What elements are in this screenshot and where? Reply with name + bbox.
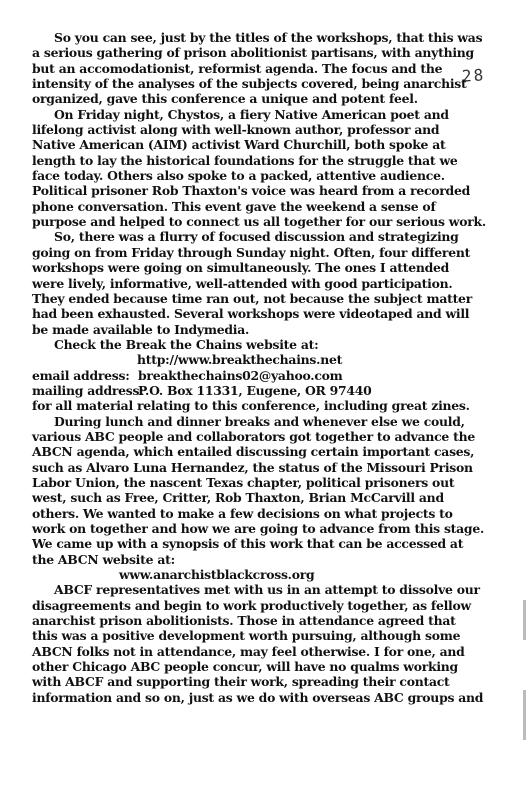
text-line: ABCN folks not in attendance, may feel otherwise. I for one, and <box>32 643 465 659</box>
text-line: various ABC people and collaborators got together to advance the <box>32 428 475 444</box>
text-line: ABCN agenda, which entailed discussing certain important cases, <box>32 444 475 460</box>
handwritten-page-number: 28 <box>461 65 486 86</box>
text-line: organized, gave this conference a unique and potent feel. <box>32 91 418 107</box>
text-line: lifelong activist along with well-known author, professor and <box>32 122 440 138</box>
text-line: other Chicago ABC people concur, will have no qualms working <box>32 659 458 675</box>
website-link[interactable]: http://www.breakthechains.net <box>137 352 343 368</box>
text-line: such as Alvaro Luna Hernandez, the status of the Missouri Prison <box>32 459 473 475</box>
text-line: were lively, informative, well-attended with good participation. <box>32 275 453 291</box>
email-address[interactable]: breakthechains02@yahoo.com <box>138 367 343 383</box>
text-line: disagreements and begin to work productively together, as fellow <box>32 597 471 613</box>
text-line: ABCF representatives met with us in an attempt to dissolve our <box>54 582 480 598</box>
text-line: the ABCN website at: <box>32 551 175 567</box>
text-line: So you can see, just by the titles of the workshops, that this was <box>54 30 483 45</box>
text-line: but an accomodationist, reformist agenda. The focus and the <box>32 60 443 76</box>
mailing-label: mailing address: <box>32 382 144 398</box>
text-line: others. We wanted to make a few decisions on what projects to <box>32 505 453 521</box>
text-line: with ABCF and supporting their work, spreading their contact <box>32 674 450 690</box>
text-line: Labor Union, the nascent Texas chapter, political prisoners out <box>32 474 455 490</box>
text-line: purpose and helped to connect us all together for our serious work. <box>32 214 486 230</box>
text-line: They ended because time ran out, not because the subject matter <box>32 290 472 306</box>
text-line: On Friday night, Chystos, a fiery Native American poet and <box>54 106 449 122</box>
text-line: west, such as Free, Critter, Rob Thaxton, Brian McCarvill and <box>32 490 444 506</box>
website-link-2[interactable]: www.anarchistblackcross.org <box>119 567 315 583</box>
text-line: a serious gathering of prison abolitionist partisans, with anything <box>32 45 474 61</box>
email-row <box>32 368 492 383</box>
text-line: going on from Friday through Sunday night. Often, four different <box>32 244 471 260</box>
text-line: this was a positive development worth pursuing, although some <box>32 628 461 644</box>
text-line: workshops were going on simultaneously. The ones I attended <box>32 260 450 276</box>
text-line: face today. Others also spoke to a packed, attentive audience. <box>32 168 445 184</box>
text-line: length to lay the historical foundations for the struggle that we <box>32 152 458 168</box>
text-line: Political prisoner Rob Thaxton's voice was heard from a recorded <box>32 183 470 199</box>
text-line: had been exhausted. Several workshops were videotaped and will <box>32 306 470 322</box>
text-line: be made available to Indymedia. <box>32 321 250 337</box>
text-line: work on together and how we are going to advance from this stage. <box>32 521 485 536</box>
text-line: So, there was a flurry of focused discussion and strategizing <box>54 229 459 245</box>
email-label: email address: <box>32 367 130 383</box>
text-line: During lunch and dinner breaks and whenever else we could, <box>54 413 465 429</box>
text-line: information and so on, just as we do with overseas ABC groups and <box>32 689 484 705</box>
mailing-address: P.O. Box 11331, Eugene, OR 97440 <box>138 382 372 398</box>
mailing-row <box>32 383 492 398</box>
text-line: Check the Break the Chains website at: <box>54 336 319 352</box>
text-line: for all material relating to this conference, including great zines. <box>32 398 470 414</box>
body-text <box>32 30 492 705</box>
text-line: Native American (AIM) activist Ward Churchill, both spoke at <box>32 137 446 153</box>
scan-artifact <box>523 600 526 640</box>
scan-artifact <box>523 690 526 740</box>
text-line: We came up with a synopsis of this work that can be accessed at <box>32 536 464 552</box>
text-line: intensity of the analyses of the subjects covered, being anarchist <box>32 76 467 92</box>
text-line: anarchist prison abolitionists. Those in attendance agreed that <box>32 613 456 629</box>
text-line: phone conversation. This event gave the weekend a sense of <box>32 198 436 214</box>
